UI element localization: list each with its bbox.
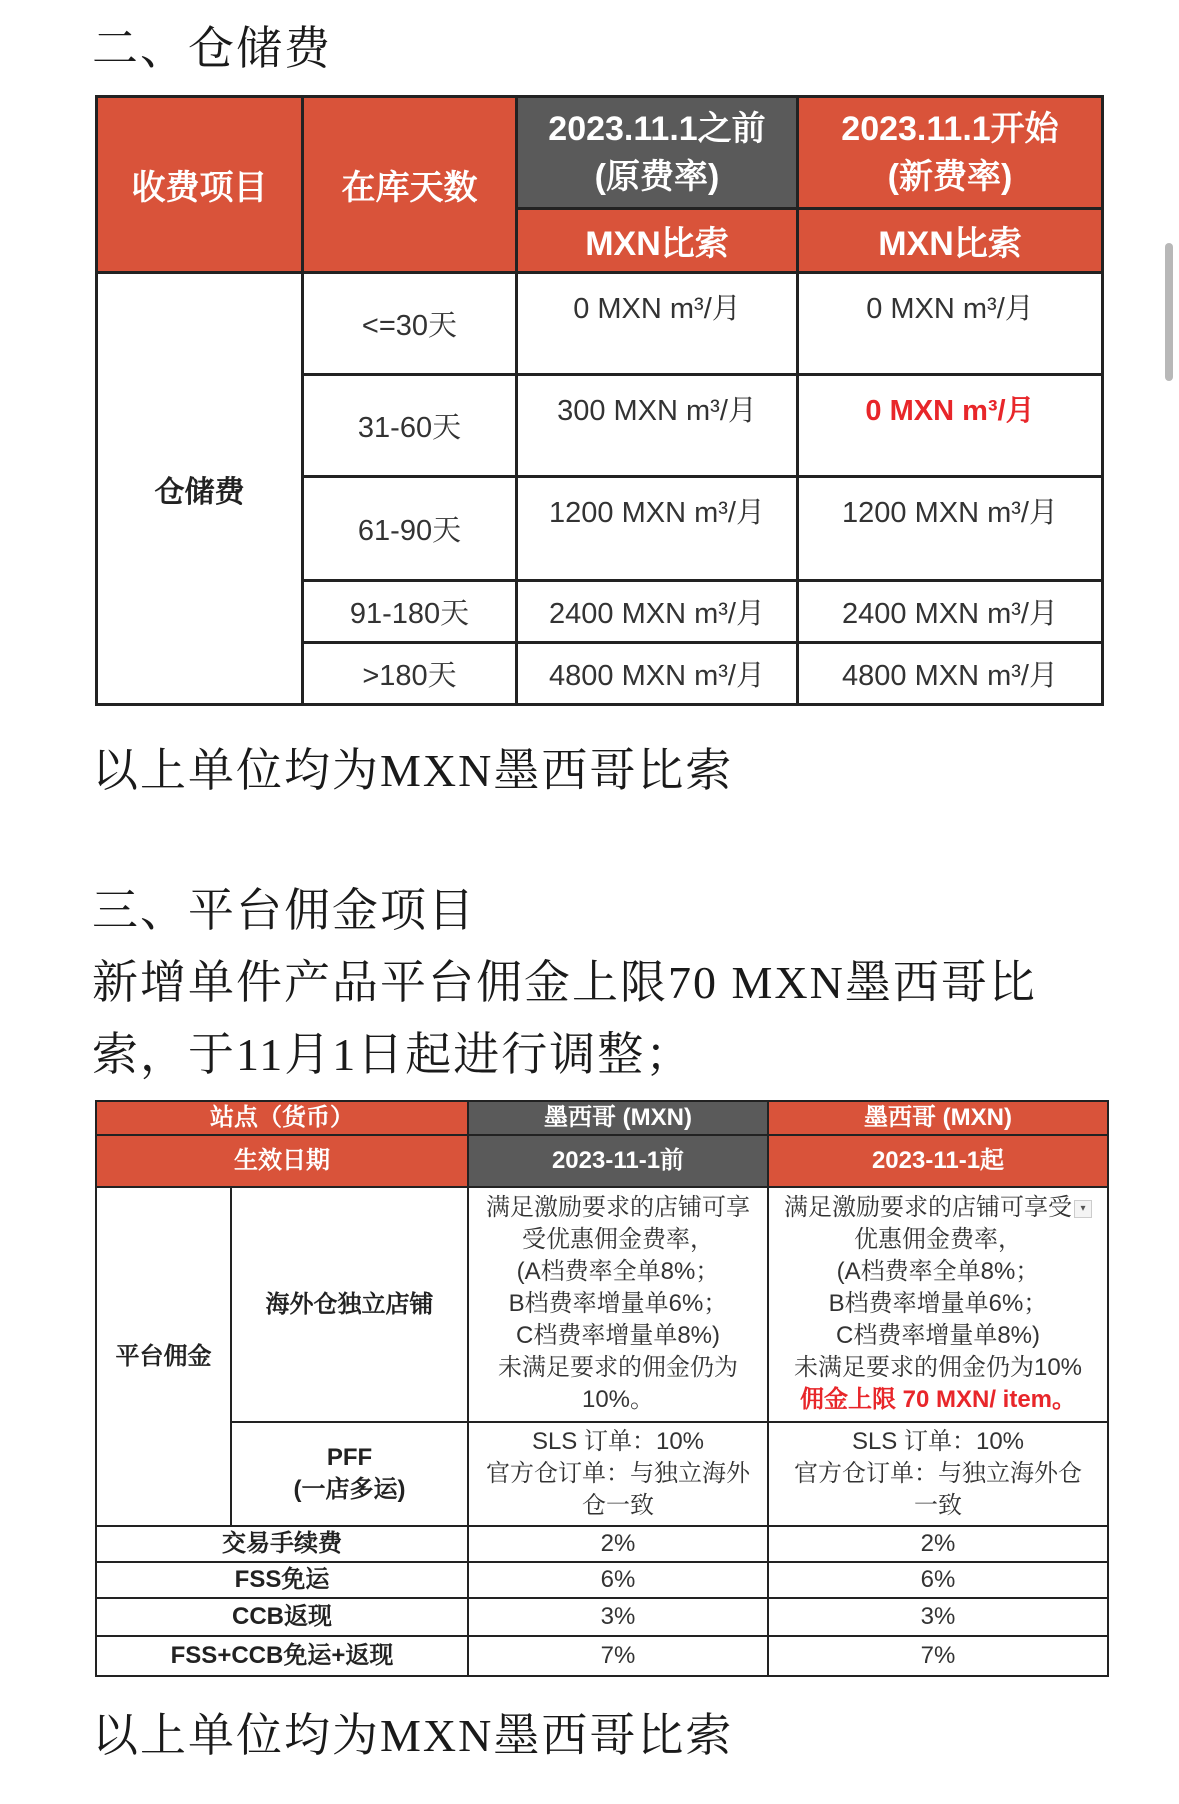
date-old: 2023-11-1前 <box>468 1135 768 1187</box>
new-rate-cell: 4800 MXN m³/月 <box>798 643 1103 705</box>
overseas-new-rate <box>768 1187 1108 1422</box>
text-line: 一致 <box>914 1492 962 1519</box>
site-old: 墨西哥 (MXN) <box>468 1101 768 1135</box>
text-line: C档费率增量单8%) <box>835 1322 1040 1349</box>
header-new-line1: 2023.11.1开始 <box>841 109 1059 148</box>
text-line: 满足激励要求的店铺可享 <box>486 1194 750 1221</box>
sub-overseas-store: 海外仓独立店铺 <box>231 1187 468 1422</box>
row-old: 2% <box>468 1526 768 1562</box>
text-line: B档费率增量单6%； <box>508 1290 728 1317</box>
text-line: 优惠佣金费率， <box>854 1226 1022 1253</box>
currency-old: MXN比索 <box>517 209 798 273</box>
text-line: 满足激励要求的店铺可享受 <box>784 1194 1072 1221</box>
text-line: 未满足要求的佣金仍为 <box>498 1354 738 1381</box>
pff-old-rate <box>468 1422 768 1526</box>
header-old-rate <box>517 97 798 209</box>
days-cell: 91-180天 <box>303 581 517 643</box>
overseas-old-rate <box>468 1187 768 1422</box>
row-old: 6% <box>468 1562 768 1598</box>
days-cell: >180天 <box>303 643 517 705</box>
text-line: 官方仓订单：与独立海外仓 <box>794 1460 1082 1487</box>
new-rate-cell: 1200 MXN m³/月 <box>798 477 1103 581</box>
currency-new: MXN比索 <box>798 209 1103 273</box>
text-line: (A档费率全单8%； <box>836 1258 1040 1285</box>
new-rate-cell-highlight: 0 MXN m³/月 <box>798 375 1103 477</box>
site-new: 墨西哥 (MXN) <box>768 1101 1108 1135</box>
days-cell: 61-90天 <box>303 477 517 581</box>
row-new: 2% <box>768 1526 1108 1562</box>
header-old-line1: 2023.11.1之前 <box>548 109 766 148</box>
text-line: 10%。 <box>581 1386 655 1413</box>
row-label: FSS免运 <box>96 1562 468 1598</box>
date-label: 生效日期 <box>96 1135 468 1187</box>
commission-cap-highlight: 佣金上限 70 MXN/ item。 <box>799 1386 1077 1413</box>
row-new: 6% <box>768 1562 1108 1598</box>
row-label: CCB返现 <box>96 1598 468 1636</box>
date-new: 2023-11-1起 <box>768 1135 1108 1187</box>
old-rate-cell: 4800 MXN m³/月 <box>517 643 798 705</box>
days-cell: 31-60天 <box>303 375 517 477</box>
section3-title: 三、平台佣金项目 <box>92 885 476 936</box>
pff-new-rate <box>768 1422 1108 1526</box>
text-line: 未满足要求的佣金仍为10% <box>793 1354 1083 1381</box>
text-line: SLS 订单：10% <box>531 1428 705 1455</box>
text-line: SLS 订单：10% <box>851 1428 1025 1455</box>
site-label: 站点（货币） <box>96 1101 468 1135</box>
header-new-rate <box>798 97 1103 209</box>
row-label: 交易手续费 <box>96 1526 468 1562</box>
pff-line2: (一店多运) <box>293 1476 406 1503</box>
text-line: 官方仓订单：与独立海外 <box>486 1460 750 1487</box>
text-line: 受优惠佣金费率， <box>522 1226 714 1253</box>
row-old: 7% <box>468 1636 768 1676</box>
new-rate-cell: 2400 MXN m³/月 <box>798 581 1103 643</box>
old-rate-cell: 0 MXN m³/月 <box>517 273 798 375</box>
row-group-storage: 仓储费 <box>97 273 303 705</box>
row-label: FSS+CCB免运+返现 <box>96 1636 468 1676</box>
header-days: 在库天数 <box>303 97 517 273</box>
old-rate-cell: 1200 MXN m³/月 <box>517 477 798 581</box>
pff-line1: PFF <box>326 1444 373 1471</box>
old-rate-cell: 300 MXN m³/月 <box>517 375 798 477</box>
header-old-line2: (原费率) <box>594 157 720 196</box>
section2-title: 二、仓储费 <box>92 23 332 74</box>
text-line: 仓一致 <box>582 1492 654 1519</box>
dropdown-icon[interactable]: ▾ <box>1074 1200 1092 1218</box>
text-line-with-dropdown <box>773 1192 1103 1224</box>
header-new-line2: (新费率) <box>887 157 1013 196</box>
commission-table <box>95 1100 1109 1677</box>
text-line: B档费率增量单6%； <box>828 1290 1048 1317</box>
group-platform-commission: 平台佣金 <box>96 1187 231 1526</box>
sub-pff <box>231 1422 468 1526</box>
text-line: (A档费率全单8%； <box>516 1258 720 1285</box>
section2-note: 以上单位均为MXN墨西哥比索 <box>92 745 734 796</box>
old-rate-cell: 2400 MXN m³/月 <box>517 581 798 643</box>
header-item: 收费项目 <box>97 97 303 273</box>
section3-note: 以上单位均为MXN墨西哥比索 <box>92 1710 734 1761</box>
row-old: 3% <box>468 1598 768 1636</box>
section3-desc-line2: 索，于11月1日起进行调整； <box>92 1029 694 1080</box>
section3-desc-line1: 新增单件产品平台佣金上限70 MXN墨西哥比 <box>92 957 1037 1008</box>
text-line: C档费率增量单8%) <box>515 1322 720 1349</box>
days-cell: <=30天 <box>303 273 517 375</box>
row-new: 3% <box>768 1598 1108 1636</box>
vertical-scrollbar[interactable] <box>1165 243 1173 381</box>
new-rate-cell: 0 MXN m³/月 <box>798 273 1103 375</box>
row-new: 7% <box>768 1636 1108 1676</box>
storage-fee-table <box>95 95 1104 706</box>
